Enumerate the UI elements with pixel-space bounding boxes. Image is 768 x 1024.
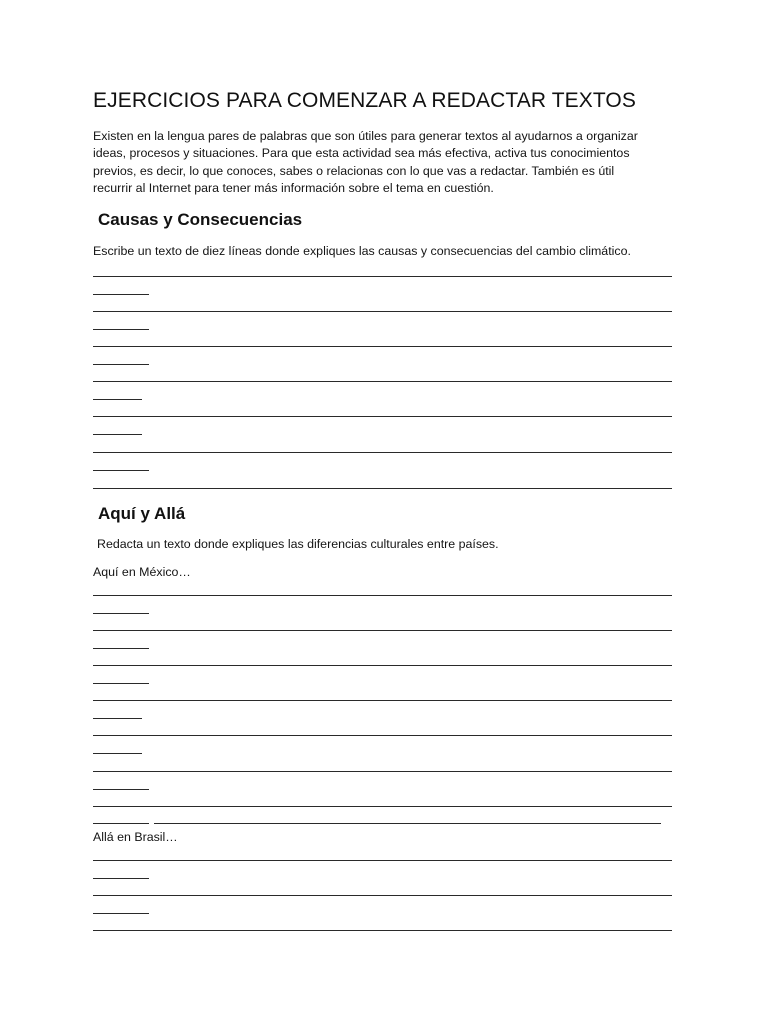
writing-line-short	[93, 753, 142, 754]
writing-line	[93, 276, 672, 277]
writing-line	[93, 860, 672, 861]
writing-line-short	[93, 648, 149, 649]
writing-line	[93, 735, 672, 736]
writing-line-short	[93, 718, 142, 719]
writing-line-short	[93, 364, 149, 365]
writing-line-short	[93, 789, 149, 790]
writing-line	[93, 630, 672, 631]
section-heading-causas: Causas y Consecuencias	[98, 210, 303, 229]
section-instruction-aqui-alla: Redacta un texto donde expliques las diferencias culturales entre países.	[97, 537, 499, 551]
writing-line	[93, 930, 672, 931]
writing-line	[93, 381, 672, 382]
page-title: EJERCICIOS PARA COMENZAR A REDACTAR TEXTOS	[93, 89, 636, 112]
writing-line	[93, 488, 672, 489]
writing-line	[93, 665, 672, 666]
writing-line-short	[93, 329, 149, 330]
writing-line-short	[93, 470, 149, 471]
writing-line	[93, 771, 672, 772]
intro-line: ideas, procesos y situaciones. Para que esta actividad sea más efectiva, activa tus conocimientos	[93, 146, 630, 161]
writing-line-short	[93, 913, 149, 914]
prompt-mexico: Aquí en México…	[93, 565, 191, 579]
writing-line-short	[93, 823, 149, 824]
writing-line-short	[93, 399, 142, 400]
intro-line: Existen en la lengua pares de palabras que son útiles para generar textos al ayudarnos a organizar	[93, 129, 638, 143]
prompt-brasil: Allá en Brasil…	[93, 830, 178, 844]
writing-line	[93, 595, 672, 596]
writing-line-short	[93, 683, 149, 684]
writing-line	[93, 416, 672, 417]
writing-line	[93, 700, 672, 701]
section-instruction-causas: Escribe un texto de diez líneas donde expliques las causas y consecuencias del cambio climático.	[93, 244, 631, 258]
writing-line-short	[93, 613, 149, 614]
intro-line: previos, es decir, lo que conoces, sabes o relacionas con lo que vas a redactar. También es útil	[93, 163, 615, 178]
writing-line	[93, 311, 672, 312]
writing-line-short	[93, 294, 149, 295]
intro-paragraph	[93, 128, 683, 198]
writing-line	[93, 806, 672, 807]
writing-line-short	[93, 434, 142, 435]
writing-line	[93, 895, 672, 896]
intro-line: recurrir al Internet para tener más información sobre el tema en cuestión.	[93, 181, 494, 196]
writing-line-short	[93, 878, 149, 879]
writing-line	[93, 452, 672, 453]
writing-line	[154, 823, 661, 824]
section-heading-aqui-alla: Aquí y Allá	[98, 504, 186, 523]
writing-line	[93, 346, 672, 347]
